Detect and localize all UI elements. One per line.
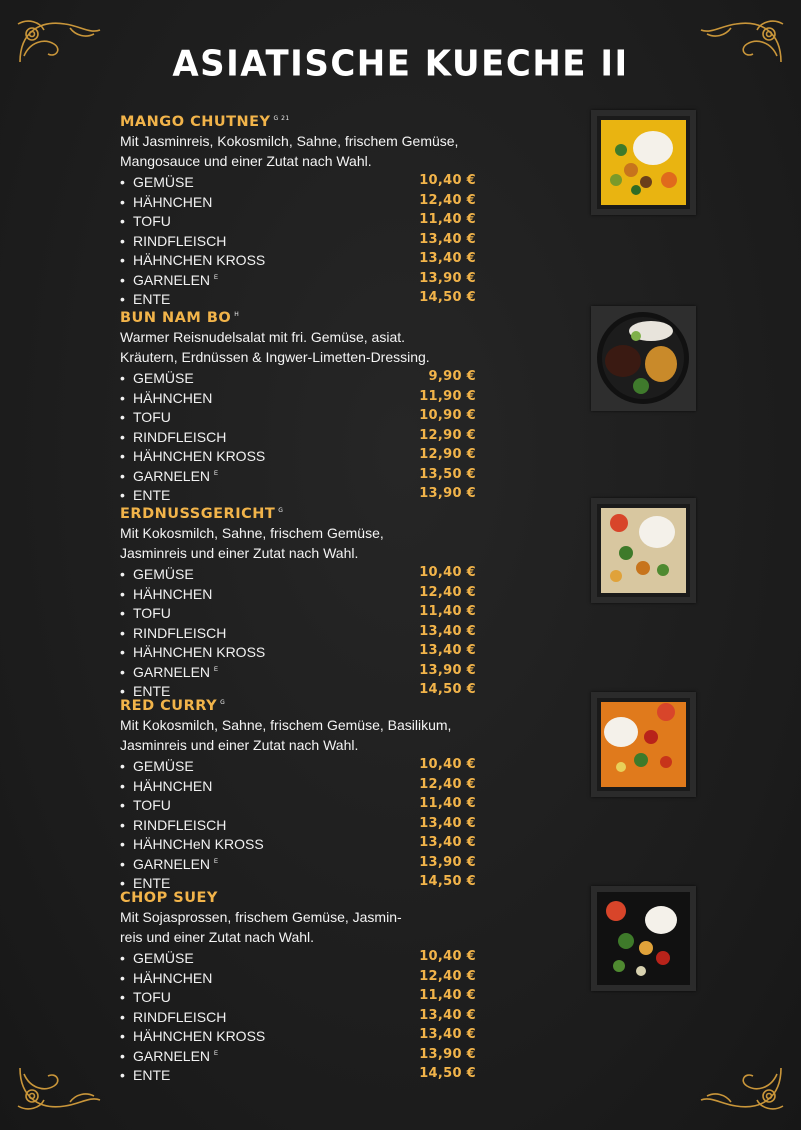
option-label: GEMÜSE — [133, 370, 194, 386]
option-label: HÄHNCHEN — [133, 389, 213, 406]
option-price: 10,40 € — [419, 173, 476, 188]
option-price: 11,40 € — [419, 212, 476, 227]
menu-option-row: • TOFU 11,40 € — [120, 604, 476, 621]
description-line: Mit Jasminreis, Kokosmilch, Sahne, frischem Gemüse, — [120, 133, 459, 149]
option-label: ENTE — [133, 875, 171, 891]
menu-option-row: • GARNELEN $^E$ 13,90 € — [120, 854, 476, 872]
option-price: 14,50 € — [419, 874, 476, 889]
menu-option-row: • GEMÜSE 9,90 € — [120, 369, 476, 386]
menu-option-row: • TOFU 10,90 € — [120, 408, 476, 425]
peanut-curry-dish-photo — [591, 498, 696, 603]
description-line: Jasminreis und einer Zutat nach Wahl. — [120, 544, 359, 561]
option-label: GEMÜSE — [133, 950, 194, 966]
option-price: 12,40 € — [419, 776, 476, 792]
menu-option-row: • RINDFLEISCH 13,40 € — [120, 231, 476, 249]
option-label: GEMÜSE — [133, 566, 194, 582]
description-line: Mangosauce und einer Zutat nach Wahl. — [120, 152, 372, 169]
menu-option-row: • HÄHNCHeN KROSS 13,40 € — [120, 835, 476, 852]
option-price: 11,40 € — [419, 796, 476, 811]
option-price: 12,90 € — [419, 427, 476, 443]
menu-option-row: • RINDFLEISCH 13,40 € — [120, 1007, 476, 1025]
option-label: RINDFLEISCH — [133, 232, 227, 249]
option-price: 10,40 € — [419, 949, 476, 964]
option-price: 9,90 € — [428, 369, 476, 384]
menu-option-row: • HÄHNCHEN KROSS 13,40 € — [120, 251, 476, 268]
option-price: 13,40 € — [419, 1027, 476, 1042]
option-label: RINDFLEISCH — [133, 624, 227, 641]
option-price: 12,40 € — [419, 968, 476, 984]
dish-description — [120, 132, 480, 171]
allergen-note: E — [214, 470, 219, 477]
option-label: ENTE — [133, 683, 171, 699]
menu-option-row: • ENTE 13,90 € — [120, 486, 476, 503]
menu-option-row: • GARNELEN $^E$ 13,90 € — [120, 270, 476, 288]
option-label: ENTE — [133, 291, 171, 307]
menu-option-row: • GARNELEN $^E$ 13,90 € — [120, 662, 476, 680]
menu-option-row: • HÄHNCHEN 12,40 € — [120, 968, 476, 986]
corner-ornament-icon — [691, 12, 791, 72]
option-price: 14,50 € — [419, 290, 476, 305]
option-label: TOFU — [133, 989, 171, 1005]
menu-option-row: • GEMÜSE 10,40 € — [120, 565, 476, 582]
option-label: HÄHNCHEN — [133, 969, 213, 986]
dish-title — [120, 886, 480, 907]
option-label: TOFU — [133, 213, 171, 229]
option-price: 13,90 € — [419, 1046, 476, 1062]
menu-option-row: • HÄHNCHEN 12,40 € — [120, 192, 476, 210]
red-curry-dish-photo — [591, 692, 696, 797]
option-label: RINDFLEISCH — [133, 428, 227, 445]
allergen-note: E — [214, 1050, 219, 1057]
menu-section-erdnussgericht — [120, 502, 480, 700]
mango-curry-dish-photo — [591, 110, 696, 215]
option-label: RINDFLEISCH — [133, 1008, 227, 1025]
dish-name: CHOP SUEY — [120, 890, 218, 906]
dish-name: RED CURRY — [120, 698, 218, 714]
corner-ornament-icon — [691, 1058, 791, 1118]
option-price: 10,40 € — [419, 565, 476, 580]
menu-section-bun-nam-bo — [120, 306, 480, 504]
option-label: GARNELEN — [133, 271, 211, 288]
menu-option-row: • GEMÜSE 10,40 € — [120, 173, 476, 190]
menu-option-row: • ENTE 14,50 € — [120, 682, 476, 699]
dish-description — [120, 524, 480, 563]
option-label: RINDFLEISCH — [133, 816, 227, 833]
dish-description — [120, 716, 480, 755]
page-title: ASIATISCHE KUECHE II — [172, 43, 629, 85]
menu-option-row: • HÄHNCHEN 11,90 € — [120, 388, 476, 406]
corner-ornament-icon — [10, 1058, 110, 1118]
dish-name: BUN NAM BO — [120, 310, 232, 326]
option-price: 13,40 € — [419, 835, 476, 850]
option-price: 12,40 € — [419, 192, 476, 208]
option-label: HÄHNCHEN KROSS — [133, 252, 266, 268]
menu-option-row: • HÄHNCHEN KROSS 13,40 € — [120, 643, 476, 660]
description-line: Kräutern, Erdnüssen & Ingwer-Limetten-Dressing. — [120, 348, 430, 365]
option-price: 11,40 € — [419, 604, 476, 619]
option-label: ENTE — [133, 1067, 171, 1083]
dish-name: MANGO CHUTNEY — [120, 114, 271, 130]
option-price: 12,40 € — [419, 584, 476, 600]
description-line: Mit Kokosmilch, Sahne, frischem Gemüse, — [120, 525, 384, 541]
option-price: 10,90 € — [419, 408, 476, 423]
menu-option-row: • TOFU 11,40 € — [120, 796, 476, 813]
allergen-note: E — [214, 858, 219, 865]
menu-section-chop-suey — [120, 886, 480, 1084]
option-price: 13,90 € — [419, 270, 476, 286]
option-label: HÄHNCHEN — [133, 193, 213, 210]
menu-option-row: • ENTE 14,50 € — [120, 1066, 476, 1083]
option-price: 13,40 € — [419, 1007, 476, 1023]
dish-description — [120, 908, 480, 947]
menu-section-mango-chutney — [120, 110, 480, 308]
menu-option-row: • TOFU 11,40 € — [120, 988, 476, 1005]
option-label: GARNELEN — [133, 855, 211, 872]
dish-title — [120, 502, 480, 523]
option-label: TOFU — [133, 797, 171, 813]
option-price: 11,90 € — [419, 388, 476, 404]
dish-title — [120, 110, 480, 131]
allergen-note: G 21 — [273, 115, 290, 122]
option-label: TOFU — [133, 409, 171, 425]
option-price: 10,40 € — [419, 757, 476, 772]
allergen-note: E — [214, 666, 219, 673]
menu-option-row: • GEMÜSE 10,40 € — [120, 757, 476, 774]
menu-option-row: • HÄHNCHEN 12,40 € — [120, 776, 476, 794]
option-price: 13,40 € — [419, 251, 476, 266]
option-label: GARNELEN — [133, 663, 211, 680]
menu-option-row: • HÄHNCHEN KROSS 12,90 € — [120, 447, 476, 464]
menu-option-row: • GARNELEN $^E$ 13,50 € — [120, 466, 476, 484]
option-price: 11,40 € — [419, 988, 476, 1003]
description-line: Warmer Reisnudelsalat mit fri. Gemüse, asiat. — [120, 329, 406, 345]
menu-option-row: • HÄHNCHEN KROSS 13,40 € — [120, 1027, 476, 1044]
option-price: 12,90 € — [419, 447, 476, 462]
menu-option-row: • GEMÜSE 10,40 € — [120, 949, 476, 966]
menu-option-row: • RINDFLEISCH 13,40 € — [120, 623, 476, 641]
option-price: 13,40 € — [419, 231, 476, 247]
option-price: 13,90 € — [419, 854, 476, 870]
option-label: GARNELEN — [133, 1047, 211, 1064]
option-label: HÄHNCHeN KROSS — [133, 836, 264, 852]
menu-section-red-curry — [120, 694, 480, 892]
option-price: 13,40 € — [419, 643, 476, 658]
dish-title — [120, 694, 480, 715]
menu-option-row: • RINDFLEISCH 13,40 € — [120, 815, 476, 833]
allergen-note: E — [214, 274, 219, 281]
option-label: TOFU — [133, 605, 171, 621]
menu-option-row: • TOFU 11,40 € — [120, 212, 476, 229]
option-label: HÄHNCHEN KROSS — [133, 1028, 266, 1044]
option-price: 14,50 € — [419, 1066, 476, 1081]
option-price: 13,40 € — [419, 623, 476, 639]
description-line: Jasminreis und einer Zutat nach Wahl. — [120, 736, 359, 753]
menu-option-row: • HÄHNCHEN 12,40 € — [120, 584, 476, 602]
option-label: HÄHNCHEN KROSS — [133, 644, 266, 660]
allergen-note: H — [234, 311, 240, 318]
description-line: reis und einer Zutat nach Wahl. — [120, 928, 315, 945]
option-label: GARNELEN — [133, 467, 211, 484]
corner-ornament-icon — [10, 12, 110, 72]
option-price: 13,90 € — [419, 486, 476, 501]
dish-description — [120, 328, 480, 367]
dish-title — [120, 306, 480, 327]
option-label: HÄHNCHEN KROSS — [133, 448, 266, 464]
description-line: Mit Sojasprossen, frischem Gemüse, Jasmin- — [120, 909, 402, 925]
option-label: GEMÜSE — [133, 758, 194, 774]
menu-option-row: • GARNELEN $^E$ 13,90 € — [120, 1046, 476, 1064]
dish-name: ERDNUSSGERICHT — [120, 506, 276, 522]
chop-suey-dish-photo — [591, 886, 696, 991]
allergen-note: G — [220, 699, 226, 706]
allergen-note: G — [278, 507, 284, 514]
menu-option-row: • RINDFLEISCH 12,90 € — [120, 427, 476, 445]
noodle-bowl-photo — [591, 306, 696, 411]
option-label: GEMÜSE — [133, 174, 194, 190]
option-price: 13,90 € — [419, 662, 476, 678]
option-label: HÄHNCHEN — [133, 585, 213, 602]
option-price: 13,40 € — [419, 815, 476, 831]
description-line: Mit Kokosmilch, Sahne, frischem Gemüse, Basilikum, — [120, 717, 452, 733]
option-label: HÄHNCHEN — [133, 777, 213, 794]
option-label: ENTE — [133, 487, 171, 503]
menu-option-row: • ENTE 14,50 € — [120, 290, 476, 307]
option-price: 14,50 € — [419, 682, 476, 697]
menu-option-row: • ENTE 14,50 € — [120, 874, 476, 891]
option-price: 13,50 € — [419, 466, 476, 482]
